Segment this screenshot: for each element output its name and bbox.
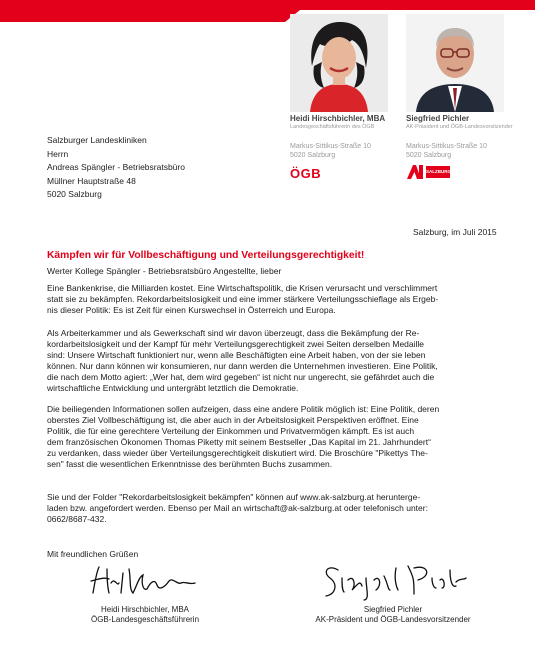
recipient-line: Herrn: [47, 148, 69, 159]
signatory-name: Heidi Hirschbichler, MBA: [100, 605, 190, 614]
top-brand-bar-accent: [0, 10, 300, 22]
signatory-title: ÖGB-Landesgeschäftsführerin: [90, 615, 200, 624]
person-address-street: Markus-Sittikus-Straße 10: [406, 143, 487, 150]
body-paragraph: Sie und der Folder "Rekordarbeitslosigkeit bekämpfen" können auf www.ak-salzburg.at herunterge- laden bzw. angefordert werden. Ebenso per Mail an wirtschaft@ak-salzburg.at oder telefonisch unter: 0662/8687-432.: [47, 492, 428, 524]
ak-salzburg-badge: SALZBURG: [426, 166, 450, 178]
portrait-photo-hirschbichler: [290, 14, 388, 112]
body-paragraph: Eine Bankenkrise, die Milliarden kostet. Eine Wirtschaftspolitik, die Krisen verursacht und verschlimmert statt sie zu bekämpfen. Rekordarbeitslosigkeit und eine immer stärkere Verteilungsschieflage als Ergeb- nis dieser Politik: Es ist Zeit für einen Kurswechsel in Österreich und Europa.: [47, 283, 439, 315]
recipient-line: 5020 Salzburg: [47, 189, 102, 199]
person-name: Heidi Hirschbichler, MBA: [290, 114, 386, 123]
person-address-street: Markus-Sittikus-Straße 10: [290, 143, 371, 150]
letter-headline: Kämpfen wir für Vollbeschäftigung und Verteilungsgerechtigkeit!: [47, 250, 365, 261]
place-date: Salzburg, im Juli 2015: [413, 227, 497, 237]
portrait-photo-pichler: [406, 14, 504, 112]
salutation: Werter Kollege Spängler - Betriebsratsbüro Angestellte, lieber: [47, 266, 282, 276]
recipient-line: Müllner Hauptstraße 48: [47, 175, 136, 186]
top-brand-bar: [0, 0, 535, 10]
signatory-name: Siegfried Pichler: [363, 605, 423, 614]
recipient-line: Salzburger Landeskliniken: [47, 135, 147, 145]
recipient-line: Andreas Spängler - Betriebsratsbüro: [47, 162, 185, 172]
person-address-city: 5020 Salzburg: [406, 152, 452, 159]
handwritten-signature-hirschbichler: [85, 563, 205, 599]
person-role: Landesgeschäftsführerin des ÖGB: [290, 124, 375, 130]
body-paragraph: Als Arbeiterkammer und als Gewerkschaft sind wir davon überzeugt, dass die Bekämpfung der Re- kordarbeitslosigkeit und der Kampf für mehr Verteilungsgerechtigkeit zwei Seiten derselben Medaille sind: Unsere Wirtschaft funktioniert nur, wenn alle Beschäftigten eine Arbeit haben, von der sie leben können. Nur dann können wir konsumieren, nur dann werden die Unternehmen investieren. Eine Politik, die nach dem Motto agiert: „Wer hat, dem wird gegeben“ ist nicht nur ungerecht, sie gefährdet auch die wirtschaftliche Entwicklung und untergräbt letztlich die Demokratie.: [47, 328, 438, 393]
person-address-city: 5020 Salzburg: [290, 152, 336, 159]
person-name: Siegfried Pichler: [406, 114, 470, 123]
recipient-address: [47, 134, 185, 202]
signatory-title: AK-Präsident und ÖGB-Landesvorsitzender: [315, 615, 471, 624]
ogb-logo: ÖGB: [290, 166, 322, 181]
svg-text:AK: AK: [406, 164, 408, 165]
handwritten-signature-pichler: [318, 560, 468, 602]
person-role: AK-Präsident und ÖGB-Landesvorsitzender: [406, 124, 513, 130]
body-paragraph: Die beiliegenden Informationen sollen aufzeigen, dass eine andere Politik möglich ist: Eine Politik, deren oberstes Ziel Vollbeschäftigung ist, die aber auch in der Arbeitslosigkeit Perspektiven eröffnet. Eine Politik, die für eine gerechtere Verteilung der Einkommen und Privatvermögen kämpft. Es ist auch dem französischen Ökonomen Thomas Piketty mit seinem Bestseller „Das Kapital im 21. Jahrhundert“ zu verdanken, dass wieder über Verteilungsgerechtigkeit diskutiert wird. Die Broschüre "Pikettys The- sen" fasst die wesentlichen Erkenntnisse des berühmten Buchs zusammen.: [47, 404, 440, 469]
closing-greeting: Mit freundlichen Grüßen: [47, 549, 139, 559]
